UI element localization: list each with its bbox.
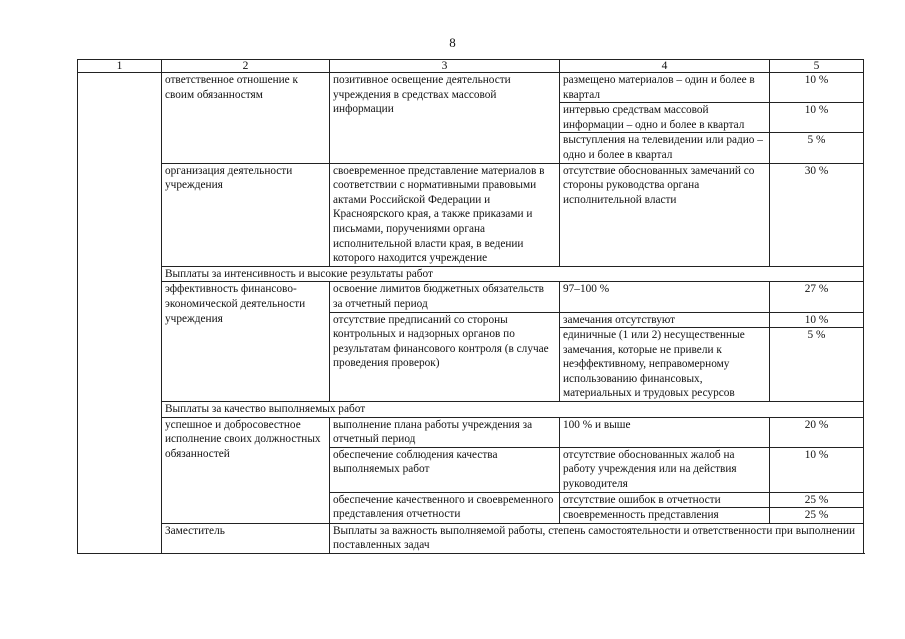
column-header: 1 bbox=[78, 60, 162, 73]
payment-value-cell: 10 % bbox=[770, 103, 864, 133]
section-row bbox=[78, 266, 864, 282]
payment-value-cell: 25 % bbox=[770, 492, 864, 508]
criterion-cell: ответственное отношение к своим обязанностям bbox=[162, 73, 330, 164]
table-row bbox=[78, 282, 864, 312]
indicator-cell: освоение лимитов бюджетных обязательств за отчетный период bbox=[330, 282, 560, 312]
table-row bbox=[78, 523, 864, 553]
column-header: 3 bbox=[330, 60, 560, 73]
indicator-cell: обеспечение соблюдения качества выполняемых работ bbox=[330, 447, 560, 492]
column-header: 2 bbox=[162, 60, 330, 73]
condition-cell: отсутствие ошибок в отчетности bbox=[560, 492, 770, 508]
indicator-cell: обеспечение качественного и своевременного представления отчетности bbox=[330, 492, 560, 523]
condition-cell: единичные (1 или 2) несущественные замечания, которые не привели к неэффективному, неправомерному использованию финансовых, материальных и трудовых ресурсов bbox=[560, 328, 770, 402]
position-cell: Заместитель bbox=[162, 523, 330, 553]
column-header: 5 bbox=[770, 60, 864, 73]
payment-value-cell: 10 % bbox=[770, 312, 864, 328]
section-heading: Выплаты за интенсивность и высокие результаты работ bbox=[162, 266, 864, 282]
indicator-cell: отсутствие предписаний со стороны контрольных и надзорных органов по результатам финансового контроля (в случае проведения проверок) bbox=[330, 312, 560, 402]
condition-cell: замечания отсутствуют bbox=[560, 312, 770, 328]
payment-value-cell: 27 % bbox=[770, 282, 864, 312]
indicator-cell: позитивное освещение деятельности учреждения в средствах массовой информации bbox=[330, 73, 560, 164]
position-cell-empty bbox=[78, 73, 162, 554]
table-row bbox=[78, 163, 864, 266]
criterion-cell: успешное и добросовестное исполнение своих должностных обязанностей bbox=[162, 417, 330, 523]
condition-cell: отсутствие обоснованных жалоб на работу учреждения или на действия руководителя bbox=[560, 447, 770, 492]
section-row bbox=[78, 402, 864, 418]
condition-cell: размещено материалов – один и более в квартал bbox=[560, 73, 770, 103]
payment-value-cell: 30 % bbox=[770, 163, 864, 266]
condition-cell: своевременность представления bbox=[560, 508, 770, 524]
payment-value-cell: 20 % bbox=[770, 417, 864, 447]
table-row bbox=[78, 417, 864, 447]
condition-cell: отсутствие обоснованных замечаний со стороны руководства органа исполнительной власти bbox=[560, 163, 770, 266]
criterion-cell: организация деятельности учреждения bbox=[162, 163, 330, 266]
payment-value-cell: 25 % bbox=[770, 508, 864, 524]
payment-value-cell: 5 % bbox=[770, 328, 864, 402]
payment-value-cell: 5 % bbox=[770, 133, 864, 163]
criteria-table bbox=[77, 59, 864, 554]
payment-value-cell: 10 % bbox=[770, 73, 864, 103]
indicator-cell: выполнение плана работы учреждения за отчетный период bbox=[330, 417, 560, 447]
page-number: 8 bbox=[449, 35, 456, 50]
table-row bbox=[78, 73, 864, 103]
condition-cell: 97–100 % bbox=[560, 282, 770, 312]
section-heading: Выплаты за качество выполняемых работ bbox=[162, 402, 864, 418]
condition-cell: 100 % и выше bbox=[560, 417, 770, 447]
column-header: 4 bbox=[560, 60, 770, 73]
condition-cell: интервью средствам массовой информации – одно и более в квартал bbox=[560, 103, 770, 133]
payment-value-cell: 10 % bbox=[770, 447, 864, 492]
indicator-cell: своевременное представление материалов в соответствии с нормативными правовыми актами Российской Федерации и Красноярского края, а также приказами и письмами, поручениями органа исполнительной власти края, в ведении которого находится учреждение bbox=[330, 163, 560, 266]
table-header-row bbox=[78, 60, 864, 73]
section-heading: Выплаты за важность выполняемой работы, степень самостоятельности и ответственности при выполнении поставленных задач bbox=[330, 523, 864, 553]
condition-cell: выступления на телевидении или радио – одно и более в квартал bbox=[560, 133, 770, 163]
criterion-cell: эффективность финансово-экономической деятельности учреждения bbox=[162, 282, 330, 402]
